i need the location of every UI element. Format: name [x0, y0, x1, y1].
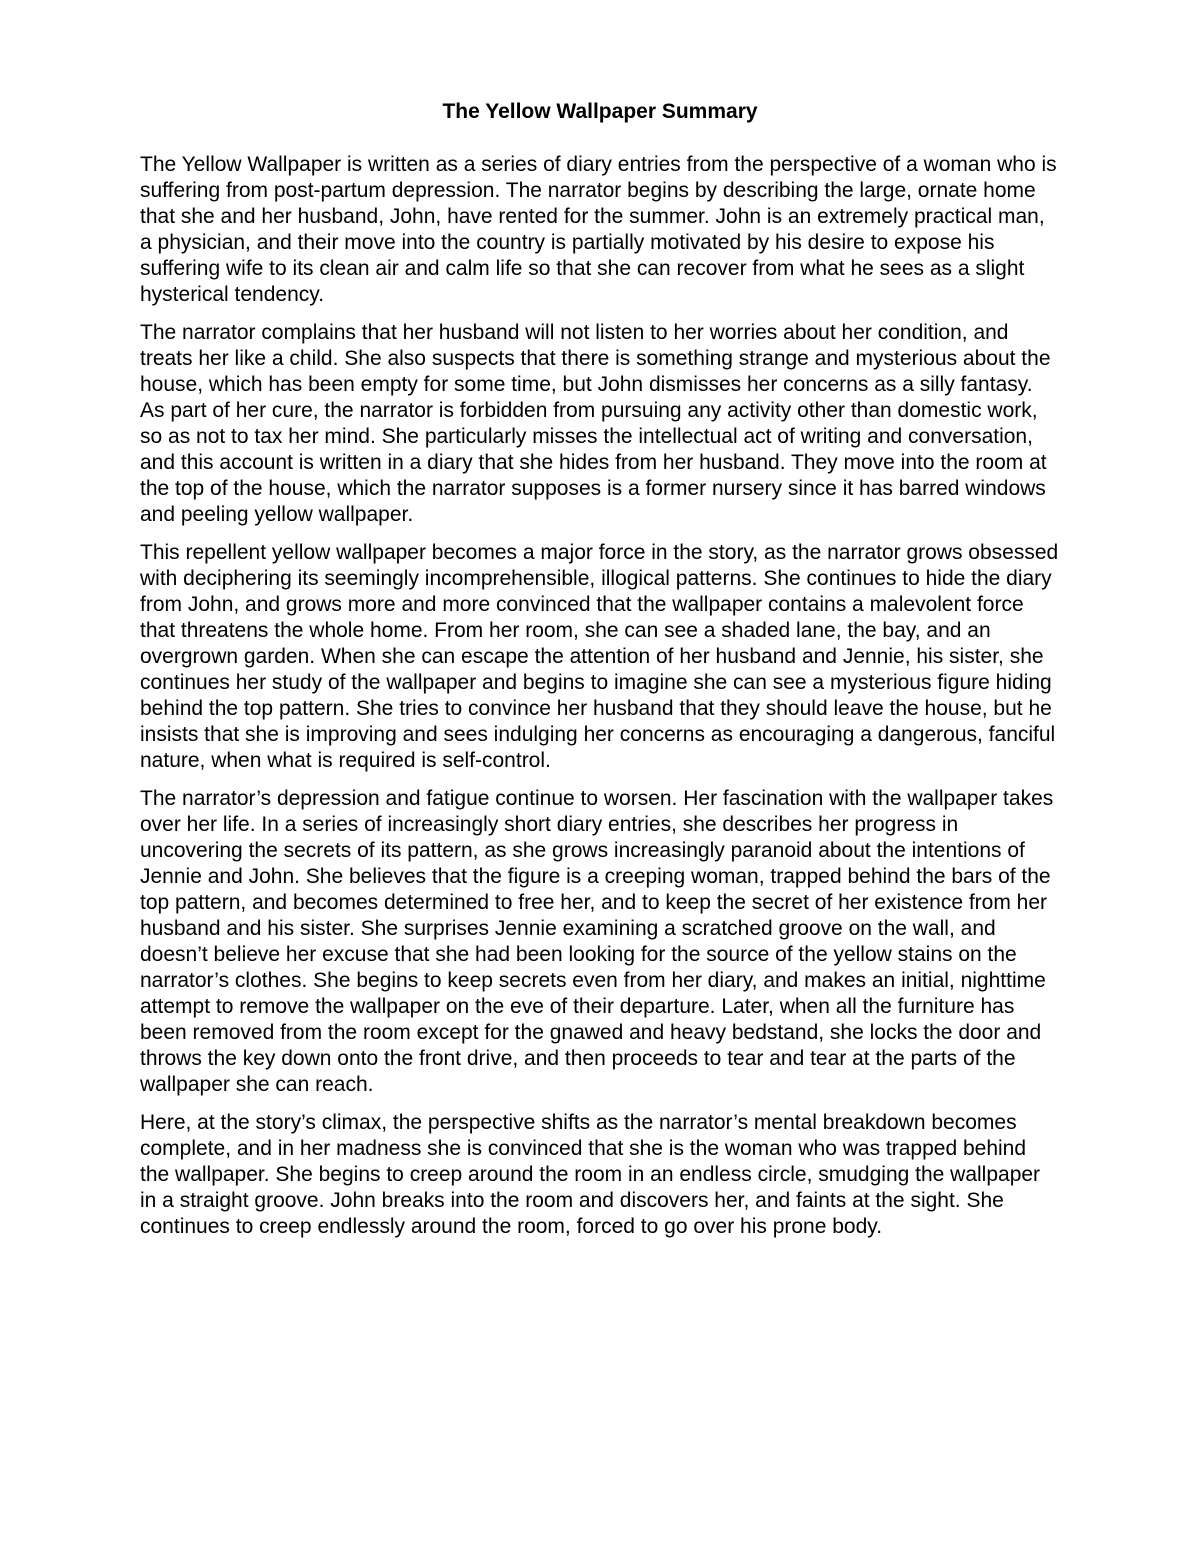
- paragraph-4: The narrator’s depression and fatigue continue to worsen. Her fascination with the wallpaper takes over her life. In a series of increasingly short diary entries, she describes her progress in uncovering the secrets of its pattern, as she grows increasingly paranoid about the intentions of Jennie and John. She believes that the figure is a creeping woman, trapped behind the bars of the top pattern, and becomes determined to free her, and to keep the secret of her existence from her husband and his sister. She surprises Jennie examining a scratched groove on the wall, and doesn’t believe her excuse that she had been looking for the source of the yellow stains on the narrator’s clothes. She begins to keep secrets even from her diary, and makes an initial, nighttime attempt to remove the wallpaper on the eve of their departure. Later, when all the furniture has been removed from the room except for the gnawed and heavy bedstand, she locks the door and throws the key down onto the front drive, and then proceeds to tear and tear at the parts of the wallpaper she can reach.: [140, 787, 1054, 1096]
- paragraph-5: Here, at the story’s climax, the perspective shifts as the narrator’s mental breakdown becomes complete, and in her madness she is convinced that she is the woman who was trapped behind the wallpaper. She begins to creep around the room in an endless circle, smudging the wallpaper in a straight groove. John breaks into the room and discovers her, and faints at the sight. She continues to creep endlessly around the room, forced to go over his prone body.: [140, 1111, 1041, 1238]
- document-body: [140, 152, 1060, 1240]
- paragraph-3: This repellent yellow wallpaper becomes a major force in the story, as the narrator grows obsessed with deciphering its seemingly incomprehensible, illogical patterns. She continues to hide the diary from John, and grows more and more convinced that the wallpaper contains a malevolent force that threatens the whole home. From her room, she can see a shaded lane, the bay, and an overgrown garden. When she can escape the attention of her husband and Jennie, his sister, she continues her study of the wallpaper and begins to imagine she can see a mysterious figure hiding behind the top pattern. She tries to convince her husband that they should leave the house, but he insists that she is improving and sees indulging her concerns as encouraging a dangerous, fanciful nature, when what is required is self-control.: [140, 541, 1059, 772]
- paragraph-2: The narrator complains that her husband will not listen to her worries about her condition, and treats her like a child. She also suspects that there is something strange and mysterious about the house, which has been empty for some time, but John dismisses her concerns as a silly fantasy. As part of her cure, the narrator is forbidden from pursuing any activity other than domestic work, so as not to tax her mind. She particularly misses the intellectual act of writing and conversation, and this account is written in a diary that she hides from her husband. They move into the room at the top of the house, which the narrator supposes is a former nursery since it has barred windows and peeling yellow wallpaper.: [140, 321, 1051, 526]
- document-title: The Yellow Wallpaper Summary: [442, 100, 758, 123]
- paragraph-1: The Yellow Wallpaper is written as a series of diary entries from the perspective of a woman who is suffering from post-partum depression. The narrator begins by describing the large, ornate home that she and her husband, John, have rented for the summer. John is an extremely practical man, a physician, and their move into the country is partially motivated by his desire to expose his suffering wife to its clean air and calm life so that she can recover from what he sees as a slight hysterical tendency.: [140, 153, 1057, 306]
